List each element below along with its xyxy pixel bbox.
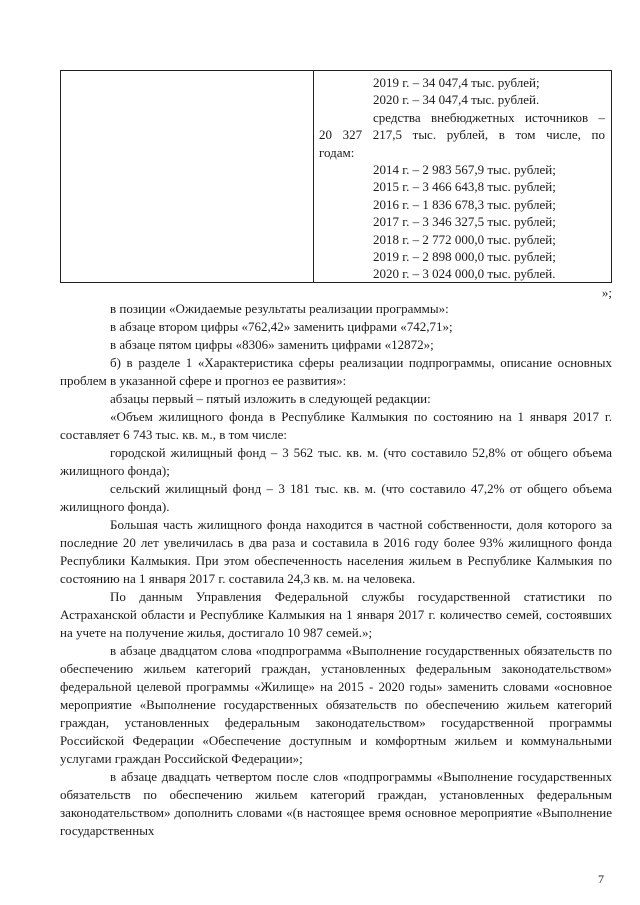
paragraph: в абзаце пятом цифры «8306» заменить цифрами «12872»; [110,337,434,352]
cell-line: 2017 г. – 3 346 327,5 тыс. рублей; [373,214,556,230]
paragraph: Большая часть жилищного фонда находится в частной собственности, доля которого за последние 20 лет увеличилась в два раза и составила в 2016 году более 93% жилищного фонда Республики Калмыкия. При этом обеспеченность населения жильем в Республике Калмыкия по состоянию на 1 января 2017 г. составила 24,3 кв. м. на человека. [60,517,612,586]
paragraph: По данным Управления Федеральной службы государственной статистики по Астраханской области и Республике Калмыкия на 1 января 2017 г. количество семей, состоявших на учете на получение жилья, достигало 10 987 семей.»; [60,589,612,640]
program-passport-table [60,70,612,283]
paragraph: в абзаце двадцать четвертом после слов «подпрограммы «Выполнение государственных обязательств по обеспечению жильем категорий граждан, установленных федеральным законодательством» дополнить словами «(в настоящее время основное мероприятие «Выполнение государственных [60,769,612,838]
funding-cell [319,74,605,283]
cell-line: 2019 г. – 34 047,4 тыс. рублей; [373,75,540,90]
cell-line: 20 327 217,5 тыс. рублей, в том числе, по [319,127,605,143]
document-body [60,300,612,840]
cell-line: 2016 г. – 1 836 678,3 тыс. рублей; [373,196,556,212]
cell-line: 2015 г. – 3 466 643,8 тыс. рублей; [373,179,556,195]
cell-line: годам: [319,144,355,160]
table-column-divider [313,71,314,282]
paragraph: городской жилищный фонд – 3 562 тыс. кв. м. (что составило 52,8% от общего объема жилищного фонда); [60,445,612,478]
paragraph: в абзаце двадцатом слова «подпрограмма «Выполнение государственных обязательств по обеспечению жильем категорий граждан, установленных федеральным законодательством» федеральной целевой программы «Жилище» на 2015 - 2020 годы» заменить словами «основное мероприятие «Выполнение государственных обязательств по обеспечению жильем категорий граждан, установленных федеральным законодательством» государственной программы Российской Федерации «Обеспечение доступным и комфортным жильем и коммунальными услугами граждан Российской Федерации»; [60,643,612,766]
cell-line: 2020 г. – 3 024 000,0 тыс. рублей. [373,266,556,282]
closing-quote: »; [601,285,612,300]
paragraph: в позиции «Ожидаемые результаты реализации программы»: [110,301,449,316]
cell-line: 2019 г. – 2 898 000,0 тыс. рублей; [373,249,556,265]
cell-line: 2018 г. – 2 772 000,0 тыс. рублей; [373,231,556,247]
cell-line: средства внебюджетных источников – [373,109,605,125]
page-number: 7 [598,872,604,886]
paragraph: сельский жилищный фонд – 3 181 тыс. кв. м. (что составило 47,2% от общего объема жилищного фонда). [60,481,612,514]
cell-line: 2014 г. – 2 983 567,9 тыс. рублей; [373,162,556,178]
paragraph: абзацы первый – пятый изложить в следующей редакции: [110,391,431,406]
paragraph: в абзаце втором цифры «762,42» заменить цифрами «742,71»; [110,319,453,334]
paragraph: «Объем жилищного фонда в Республике Калмыкия по состоянию на 1 января 2017 г. составляет 6 743 тыс. кв. м., в том числе: [60,409,612,442]
cell-line: 2020 г. – 34 047,4 тыс. рублей. [373,92,540,108]
paragraph: б) в разделе 1 «Характеристика сферы реализации подпрограммы, описание основных проблем в указанной сфере и прогноз ее развития»: [60,355,612,388]
